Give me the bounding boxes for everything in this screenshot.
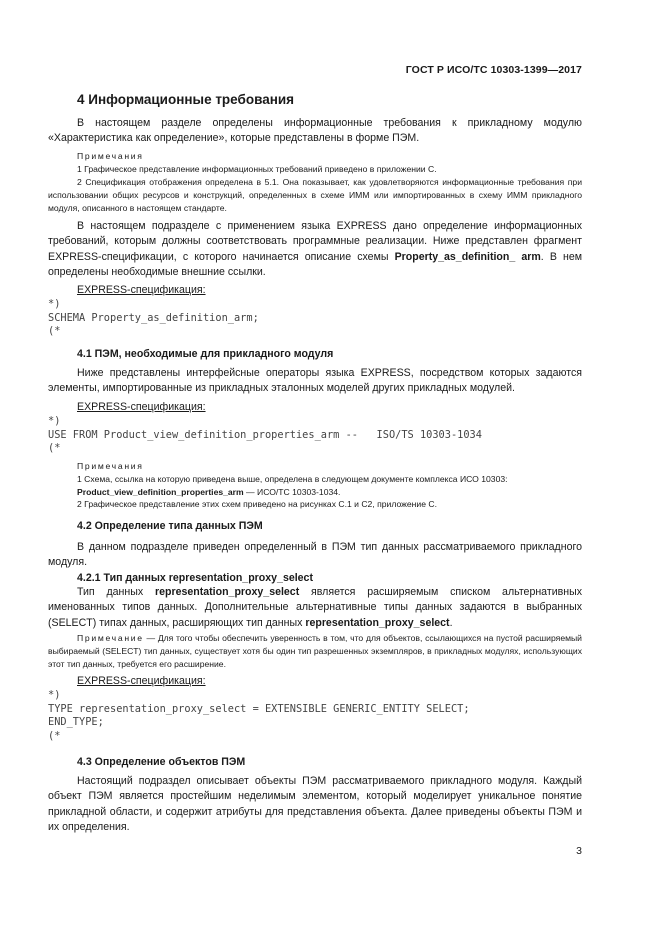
note-select-extension (48, 632, 582, 670)
section-4-intro: В настоящем разделе определены информационные требования к прикладному модулю «Характеристика как определение», которые представлены в форме ПЭМ. (48, 117, 582, 145)
sub-text-a: Тип данных (77, 586, 155, 598)
section-4-heading: 4 Информационные требования (77, 92, 295, 107)
code-block-schema: *) SCHEMA Property_as_definition_arm; (* (48, 298, 259, 338)
express-spec-label: EXPRESS-спецификация: (77, 284, 206, 296)
section-4-2-1-heading: 4.2.1 Тип данных representation_proxy_select (77, 572, 313, 584)
note-2: 2 Графическое представление этих схем приведено на рисунках С.1 и С2, приложение С. (77, 499, 437, 509)
note-label: Примечание (77, 633, 144, 643)
note-text: — Для того чтобы обеспечить уверенность в том, что для объектов, ссылающихся на пустой расширяемый выбираемый (SELECT) тип данных, существует хотя бы один тип разрешенных экземпляров, в прикладных модулях, использующих этот тип данных, требуется его расширение. (48, 633, 582, 669)
document-number: ГОСТ Р ИСО/ТС 10303-1399—2017 (405, 64, 582, 76)
type-name: representation_proxy_select (154, 586, 300, 598)
express-spec-label: EXPRESS-спецификация: (77, 401, 206, 413)
type-name: representation_proxy_select (305, 616, 450, 629)
express-spec-label: EXPRESS-спецификация: (77, 675, 206, 687)
code-block-type: *) TYPE representation_proxy_select = EXTENSIBLE GENERIC_ENTITY SELECT; END_TYPE; (* (48, 689, 470, 743)
section-4-3-text: Настоящий подраздел описывает объекты ПЭМ рассматриваемого прикладного модуля. Каждый объект ПЭМ является простейшим неделимым элементом, который моделирует уникальное понятие прикладной области, и содержит атрибуты для представления объекта. Далее приведены объекты ПЭМ и их определения. (48, 775, 582, 833)
para2-text-a: В настоящем подразделе с применением языка EXPRESS дано определение информационных требований, которым должны соответствовать программные реализации. Ниже представлен фрагмент EXPRESS-спецификации, с которого начинается описание схемы (48, 220, 582, 263)
section-4-2-text: В данном подразделе приведен определенный в ПЭМ тип данных рассматриваемого прикладного модуля. (48, 541, 582, 569)
section-4-3-heading: 4.3 Определение объектов ПЭМ (77, 756, 246, 768)
page-number: 3 (576, 845, 582, 857)
note-1: 1 Графическое представление информационных требований приведено в приложении С. (77, 164, 437, 174)
section-4-1-text: Ниже представлены интерфейсные операторы языка EXPRESS, посредством которых задаются элементы, импортированные из прикладных эталонных моделей других прикладных модулей. (48, 367, 582, 395)
sub-text-c: является расширяемым списком альтернативных именованных типов данных. Дополнительные альтернативные типы данных задаются в выбранных (SELECT) типах данных, расширяющих тип данных (48, 586, 583, 629)
section-4-1-heading: 4.1 ПЭМ, необходимые для прикладного модуля (77, 348, 334, 360)
note-2: 2 Спецификация отображения определена в 5.1. Она показывает, как удовлетворяются информационные требования при использовании общих ресурсов и конструкций, определенных в схеме ИММ или импортированных в схему ИММ прикладного модуля, описанного в настоящем стандарте. (48, 177, 582, 213)
note-1 (77, 473, 582, 499)
note1-text-c: — ИСО/ТС 10303-1034. (243, 486, 341, 497)
schema-name: Property_as_definition_ arm (394, 250, 541, 263)
sub-text-e: . (449, 616, 453, 629)
section-4-2-heading: 4.2 Определение типа данных ПЭМ (77, 520, 263, 532)
notes-label: Примечания (77, 461, 144, 471)
note1-text-a: 1 Схема, ссылка на которую приведена выше, определена в следующем документе комплекса ИСО 10303: (77, 474, 508, 484)
section-4-paragraph-2 (48, 219, 582, 280)
referenced-schema-name: Product_view_definition_properties_arm (77, 486, 244, 497)
code-block-use-from: *) USE FROM Product_view_definition_properties_arm -- ISO/TS 10303-1034 (* (48, 415, 482, 455)
para2-text-c: . В нем определены необходимые внешние ссылки. (48, 250, 582, 278)
notes-label: Примечания (77, 151, 144, 161)
section-4-2-1-text (48, 585, 582, 631)
